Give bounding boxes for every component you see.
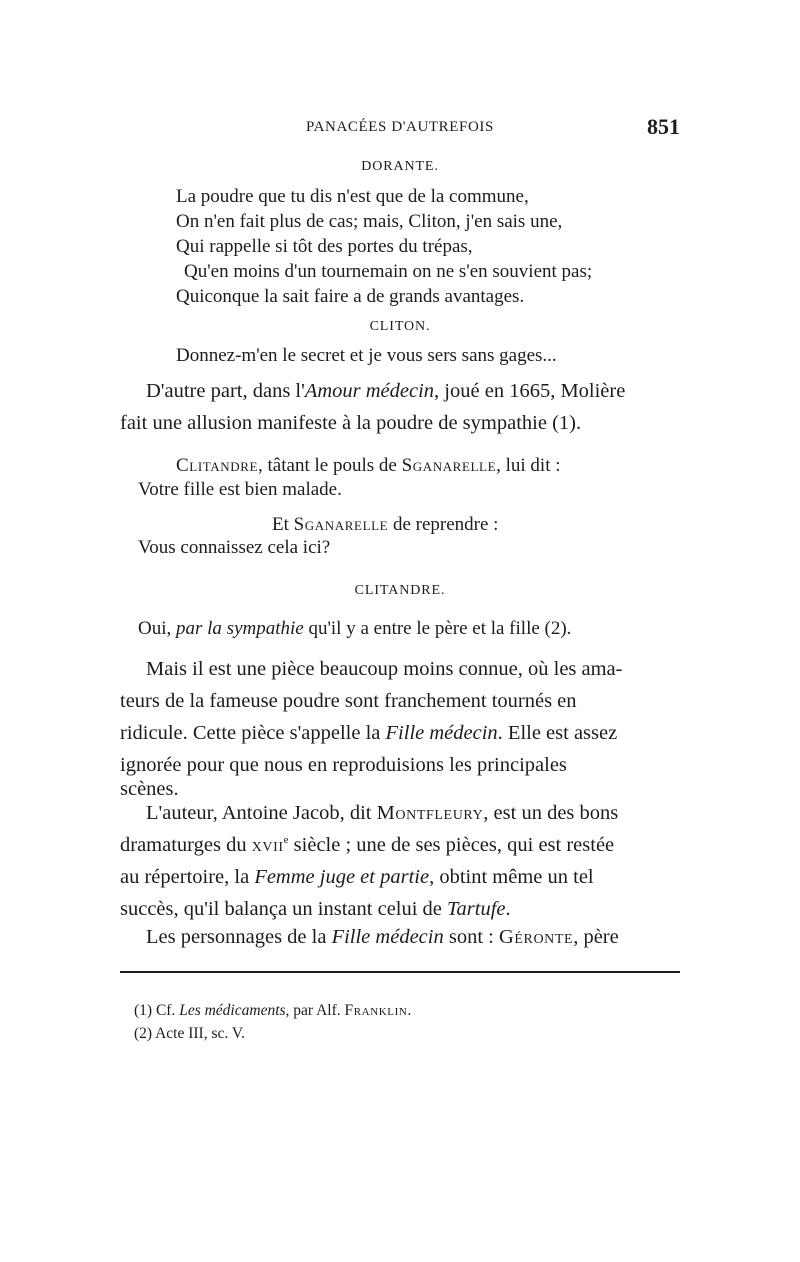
speaker-cliton: CLITON. <box>369 319 431 334</box>
verse-line: Quiconque la sait faire a de grands avantages. <box>176 286 525 307</box>
dialogue-line: Votre fille est bien malade. <box>138 479 342 500</box>
verse-line: Qui rappelle si tôt des portes du trépas, <box>176 236 473 257</box>
paragraph-line: ignorée pour que nous en reproduisions les principales <box>120 754 567 776</box>
footnote-1: (1) Cf. Les médicaments, par Alf. Franklin. <box>134 1002 412 1019</box>
page-number: 851 <box>647 114 680 139</box>
verse-line: Qu'en moins d'un tournemain on ne s'en souvient pas; <box>184 261 593 282</box>
dialogue-line: Oui, par la sympathie qu'il y a entre le père et la fille (2). <box>138 618 572 639</box>
footnote-rule <box>120 971 680 973</box>
paragraph-line: teurs de la fameuse poudre sont franchement tournés en <box>120 690 577 712</box>
speaker-clitandre: CLITANDRE. <box>354 583 446 598</box>
speaker-dorante: DORANTE. <box>361 159 439 174</box>
verse-line: La poudre que tu dis n'est que de la commune, <box>176 186 529 207</box>
footnote-2: (2) Acte III, sc. V. <box>134 1025 245 1042</box>
paragraph-line: L'auteur, Antoine Jacob, dit Montfleury, est un des bons <box>146 802 619 824</box>
paragraph-line: fait une allusion manifeste à la poudre de sympathie (1). <box>120 412 582 434</box>
paragraph-line: dramaturges du xvii$^e$ siècle ; une de ses pièces, qui est restée <box>120 834 615 856</box>
paragraph-line: au répertoire, la Femme juge et partie, obtint même un tel <box>120 866 594 888</box>
paragraph-line: ridicule. Cette pièce s'appelle la Fille médecin. Elle est assez <box>120 722 618 744</box>
verse-line: On n'en fait plus de cas; mais, Cliton, j'en sais une, <box>176 211 563 232</box>
stage-direction: Et Sganarelle de reprendre : <box>272 514 499 535</box>
running-title: PANACÉES D'AUTREFOIS <box>306 119 494 135</box>
paragraph-line: Mais il est une pièce beaucoup moins connue, où les ama- <box>146 658 623 680</box>
paragraph-line: D'autre part, dans l'Amour médecin, joué en 1665, Molière <box>146 380 626 402</box>
paragraph-line: scènes. <box>120 778 179 800</box>
dialogue-line: Vous connaissez cela ici? <box>138 537 331 558</box>
paragraph-line: succès, qu'il balança un instant celui de Tartufe. <box>120 898 511 920</box>
paragraph-line: Les personnages de la Fille médecin sont : Géronte, père <box>146 926 619 948</box>
verse-line: Donnez-m'en le secret et je vous sers sans gages... <box>176 345 557 366</box>
stage-direction: Clitandre, tâtant le pouls de Sganarelle, lui dit : <box>176 455 561 476</box>
